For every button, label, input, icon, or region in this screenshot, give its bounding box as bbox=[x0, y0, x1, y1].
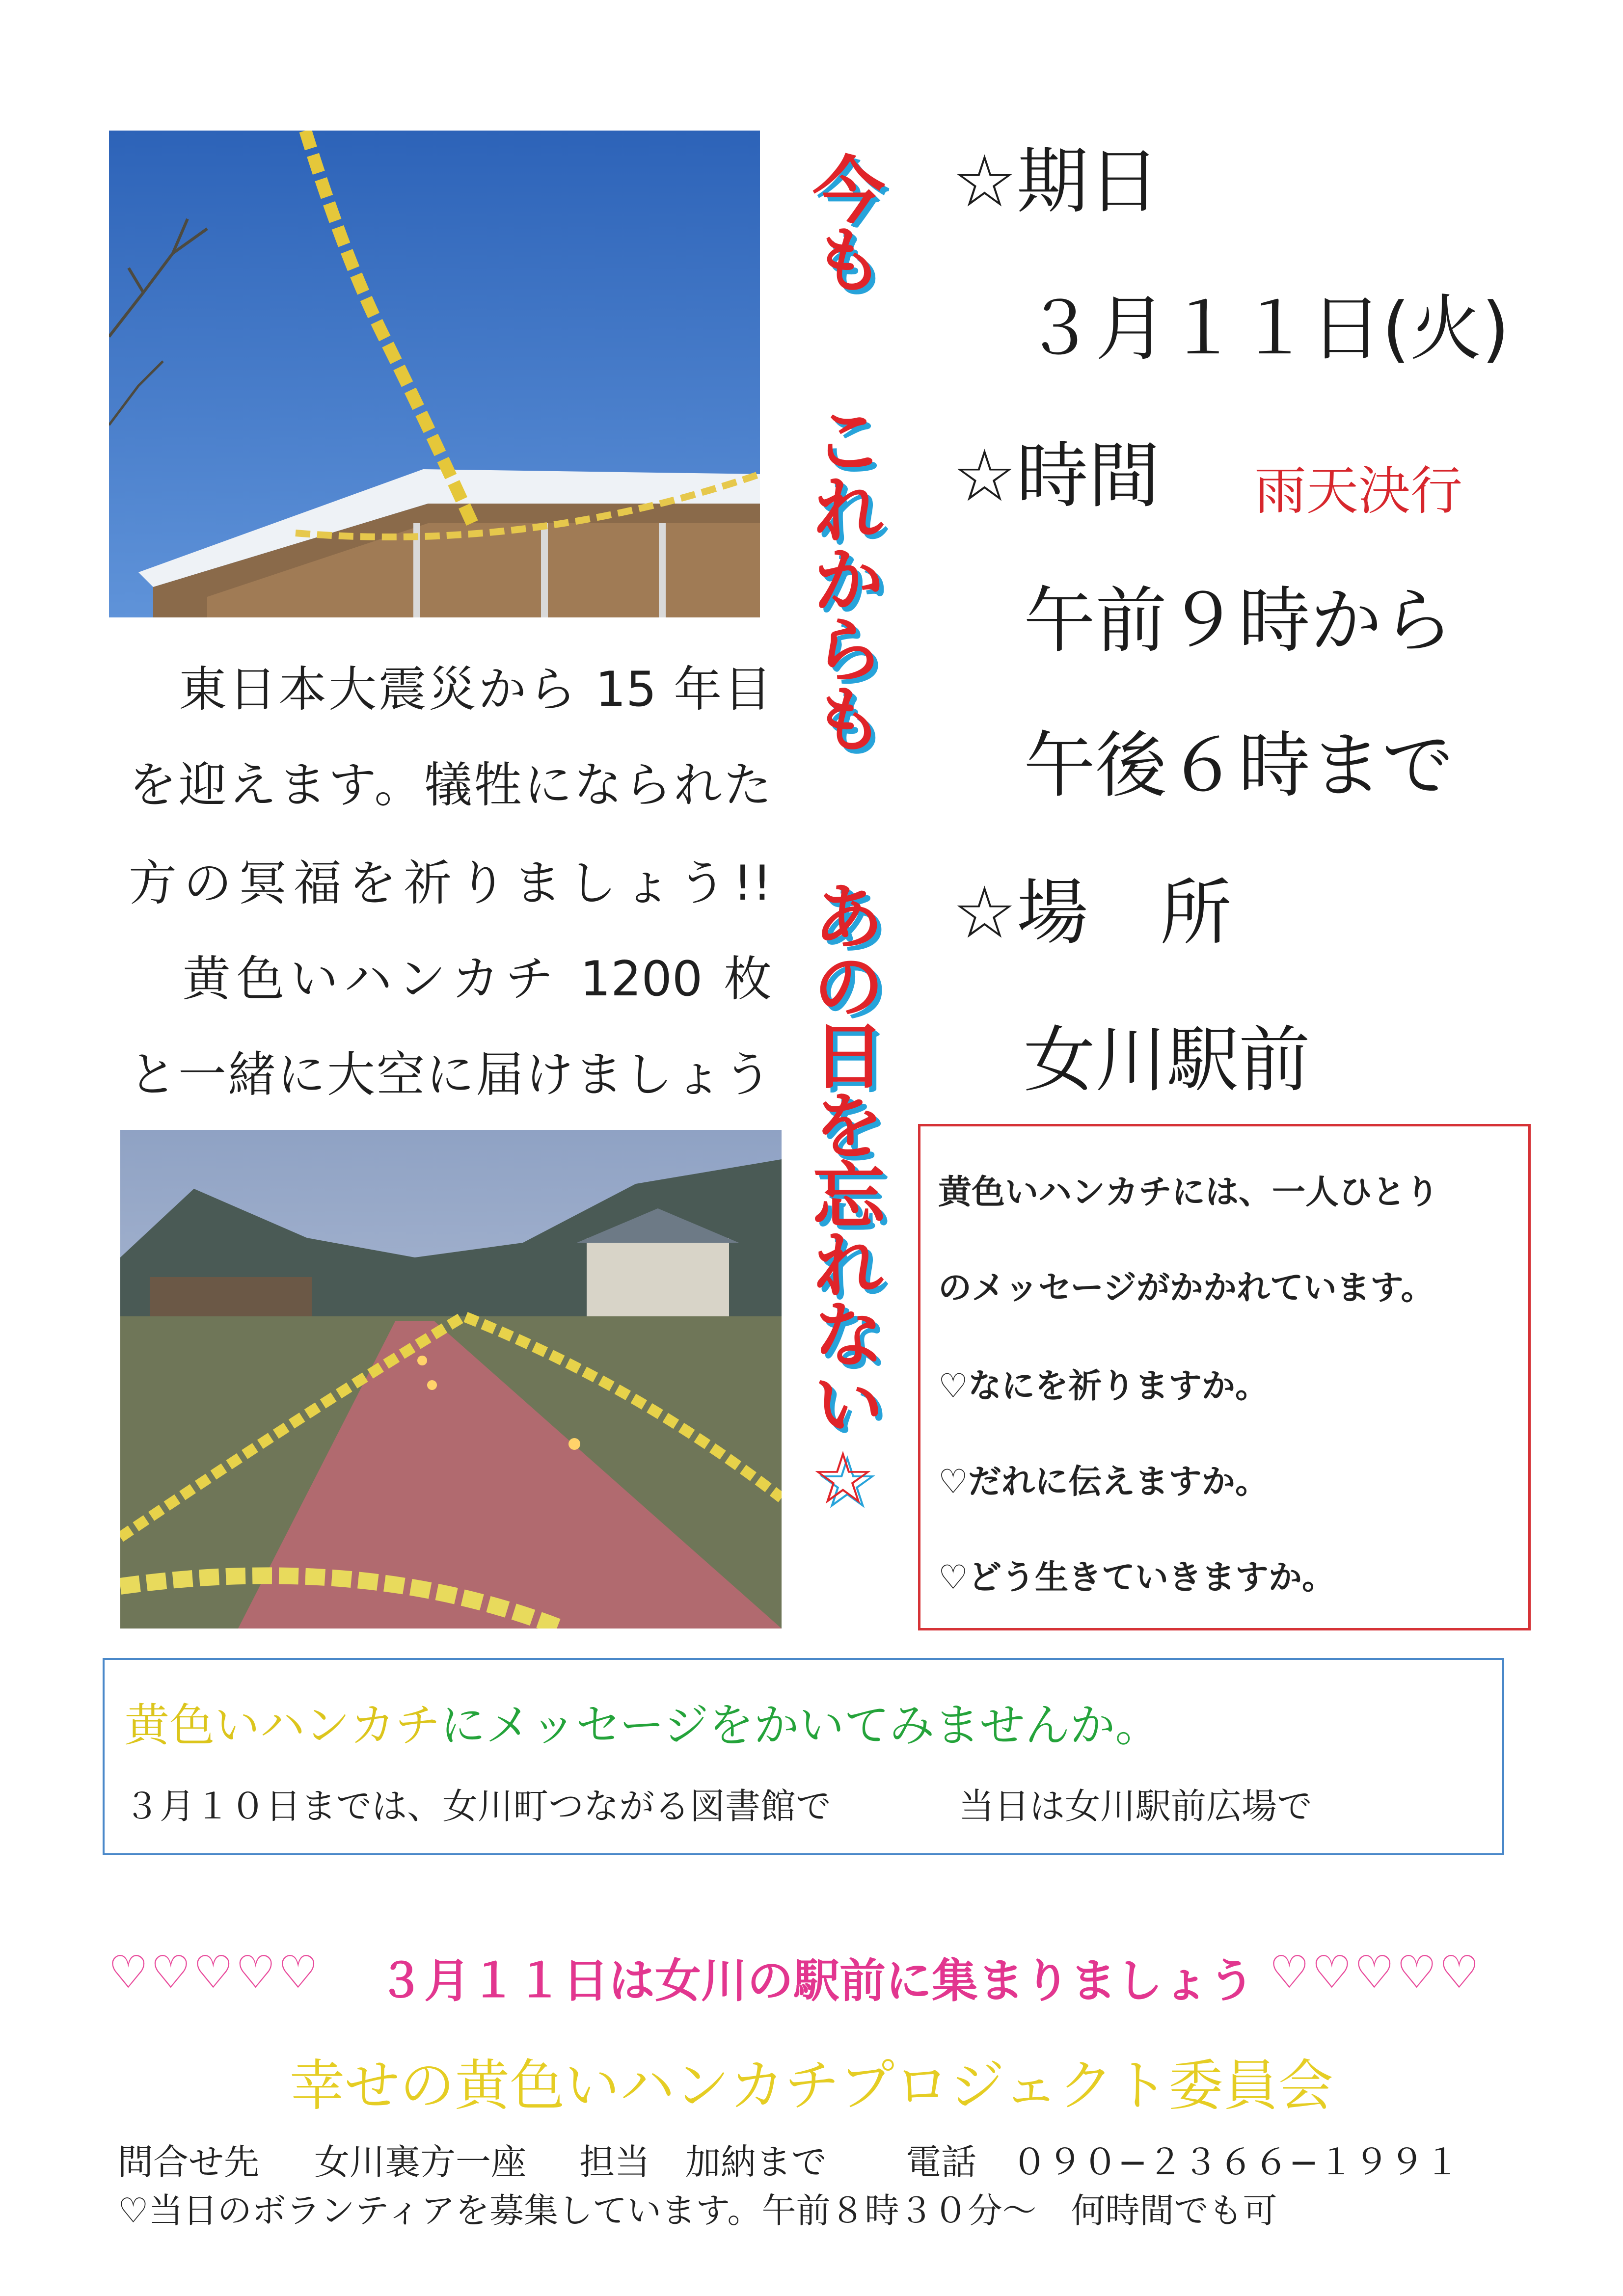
station-square-note: 当日は女川駅前広場で bbox=[959, 1786, 1313, 1827]
invitation-heading-handkerchief: 黄色いハンカチ bbox=[124, 1699, 441, 1752]
slogan-never-forget: あの日を忘れない☆ bbox=[801, 879, 885, 1518]
message-question-tell: ♡だれに伝えますか。 bbox=[938, 1463, 1269, 1501]
message-box bbox=[918, 1124, 1531, 1630]
intro-line-2: を迎えます。犠牲になられた bbox=[129, 757, 772, 813]
hearts-left: ♡♡♡♡♡ bbox=[108, 1946, 321, 1999]
time-from: 午前９時から bbox=[1024, 579, 1454, 663]
station-square-photo bbox=[120, 1130, 782, 1629]
intro-line-4: 黄色いハンカチ 1200 枚 bbox=[129, 951, 772, 1007]
date-heading: ☆期日 bbox=[952, 140, 1160, 223]
hearts-right: ♡♡♡♡♡ bbox=[1269, 1946, 1482, 1999]
slogan-now: 今も bbox=[801, 152, 885, 292]
date-value: ３月１１日(火) bbox=[1024, 287, 1510, 371]
volunteer-recruitment: ♡当日のボランティアを募集しています。午前８時３０分～ 何時間でも可 bbox=[118, 2190, 1277, 2231]
invitation-heading-message: にメッセージをかいてみませんか。 bbox=[440, 1699, 1161, 1752]
contact-person: 担当 加納まで bbox=[579, 2141, 827, 2183]
time-heading: ☆時間 bbox=[952, 434, 1160, 518]
library-note: ３月１０日までは、女川町つながる図書館で bbox=[124, 1786, 832, 1827]
contact-organization: 女川裏方一座 bbox=[314, 2141, 527, 2183]
rain-or-shine-note: 雨天決行 bbox=[1254, 461, 1462, 521]
place-value: 女川駅前 bbox=[1024, 1018, 1310, 1102]
organizer-name: 幸せの黄色いハンカチプロジェクト委員会 bbox=[290, 2054, 1333, 2118]
time-to: 午後６時まで bbox=[1024, 724, 1454, 807]
intro-line-1: 東日本大震災から 15 年目 bbox=[129, 662, 772, 718]
contact-label: 問合せ先 bbox=[118, 2141, 260, 2183]
contact-phone: 電話 ０９０−２３６６−１９９１ bbox=[906, 2141, 1460, 2183]
gathering-call: ３月１１日は女川の駅前に集まりましょう bbox=[378, 1954, 1255, 2008]
station-roof-photo bbox=[109, 131, 760, 617]
message-question-live: ♡どう生きていきますか。 bbox=[938, 1558, 1335, 1597]
message-line-1: 黄色いハンカチには、一人ひとり bbox=[938, 1173, 1439, 1212]
message-question-pray: ♡なにを祈りますか。 bbox=[938, 1367, 1269, 1406]
slogan-from-now-on: これからも bbox=[801, 402, 885, 751]
invitation-box bbox=[103, 1658, 1504, 1855]
place-heading: ☆場 所 bbox=[952, 871, 1232, 955]
intro-line-5: と一緒に大空に届けましょう bbox=[129, 1047, 772, 1103]
invitation-heading bbox=[124, 1689, 1161, 1754]
message-line-2: のメッセージがかかれています。 bbox=[938, 1269, 1434, 1308]
intro-line-3: 方の冥福を祈りましょう!! bbox=[129, 855, 772, 911]
